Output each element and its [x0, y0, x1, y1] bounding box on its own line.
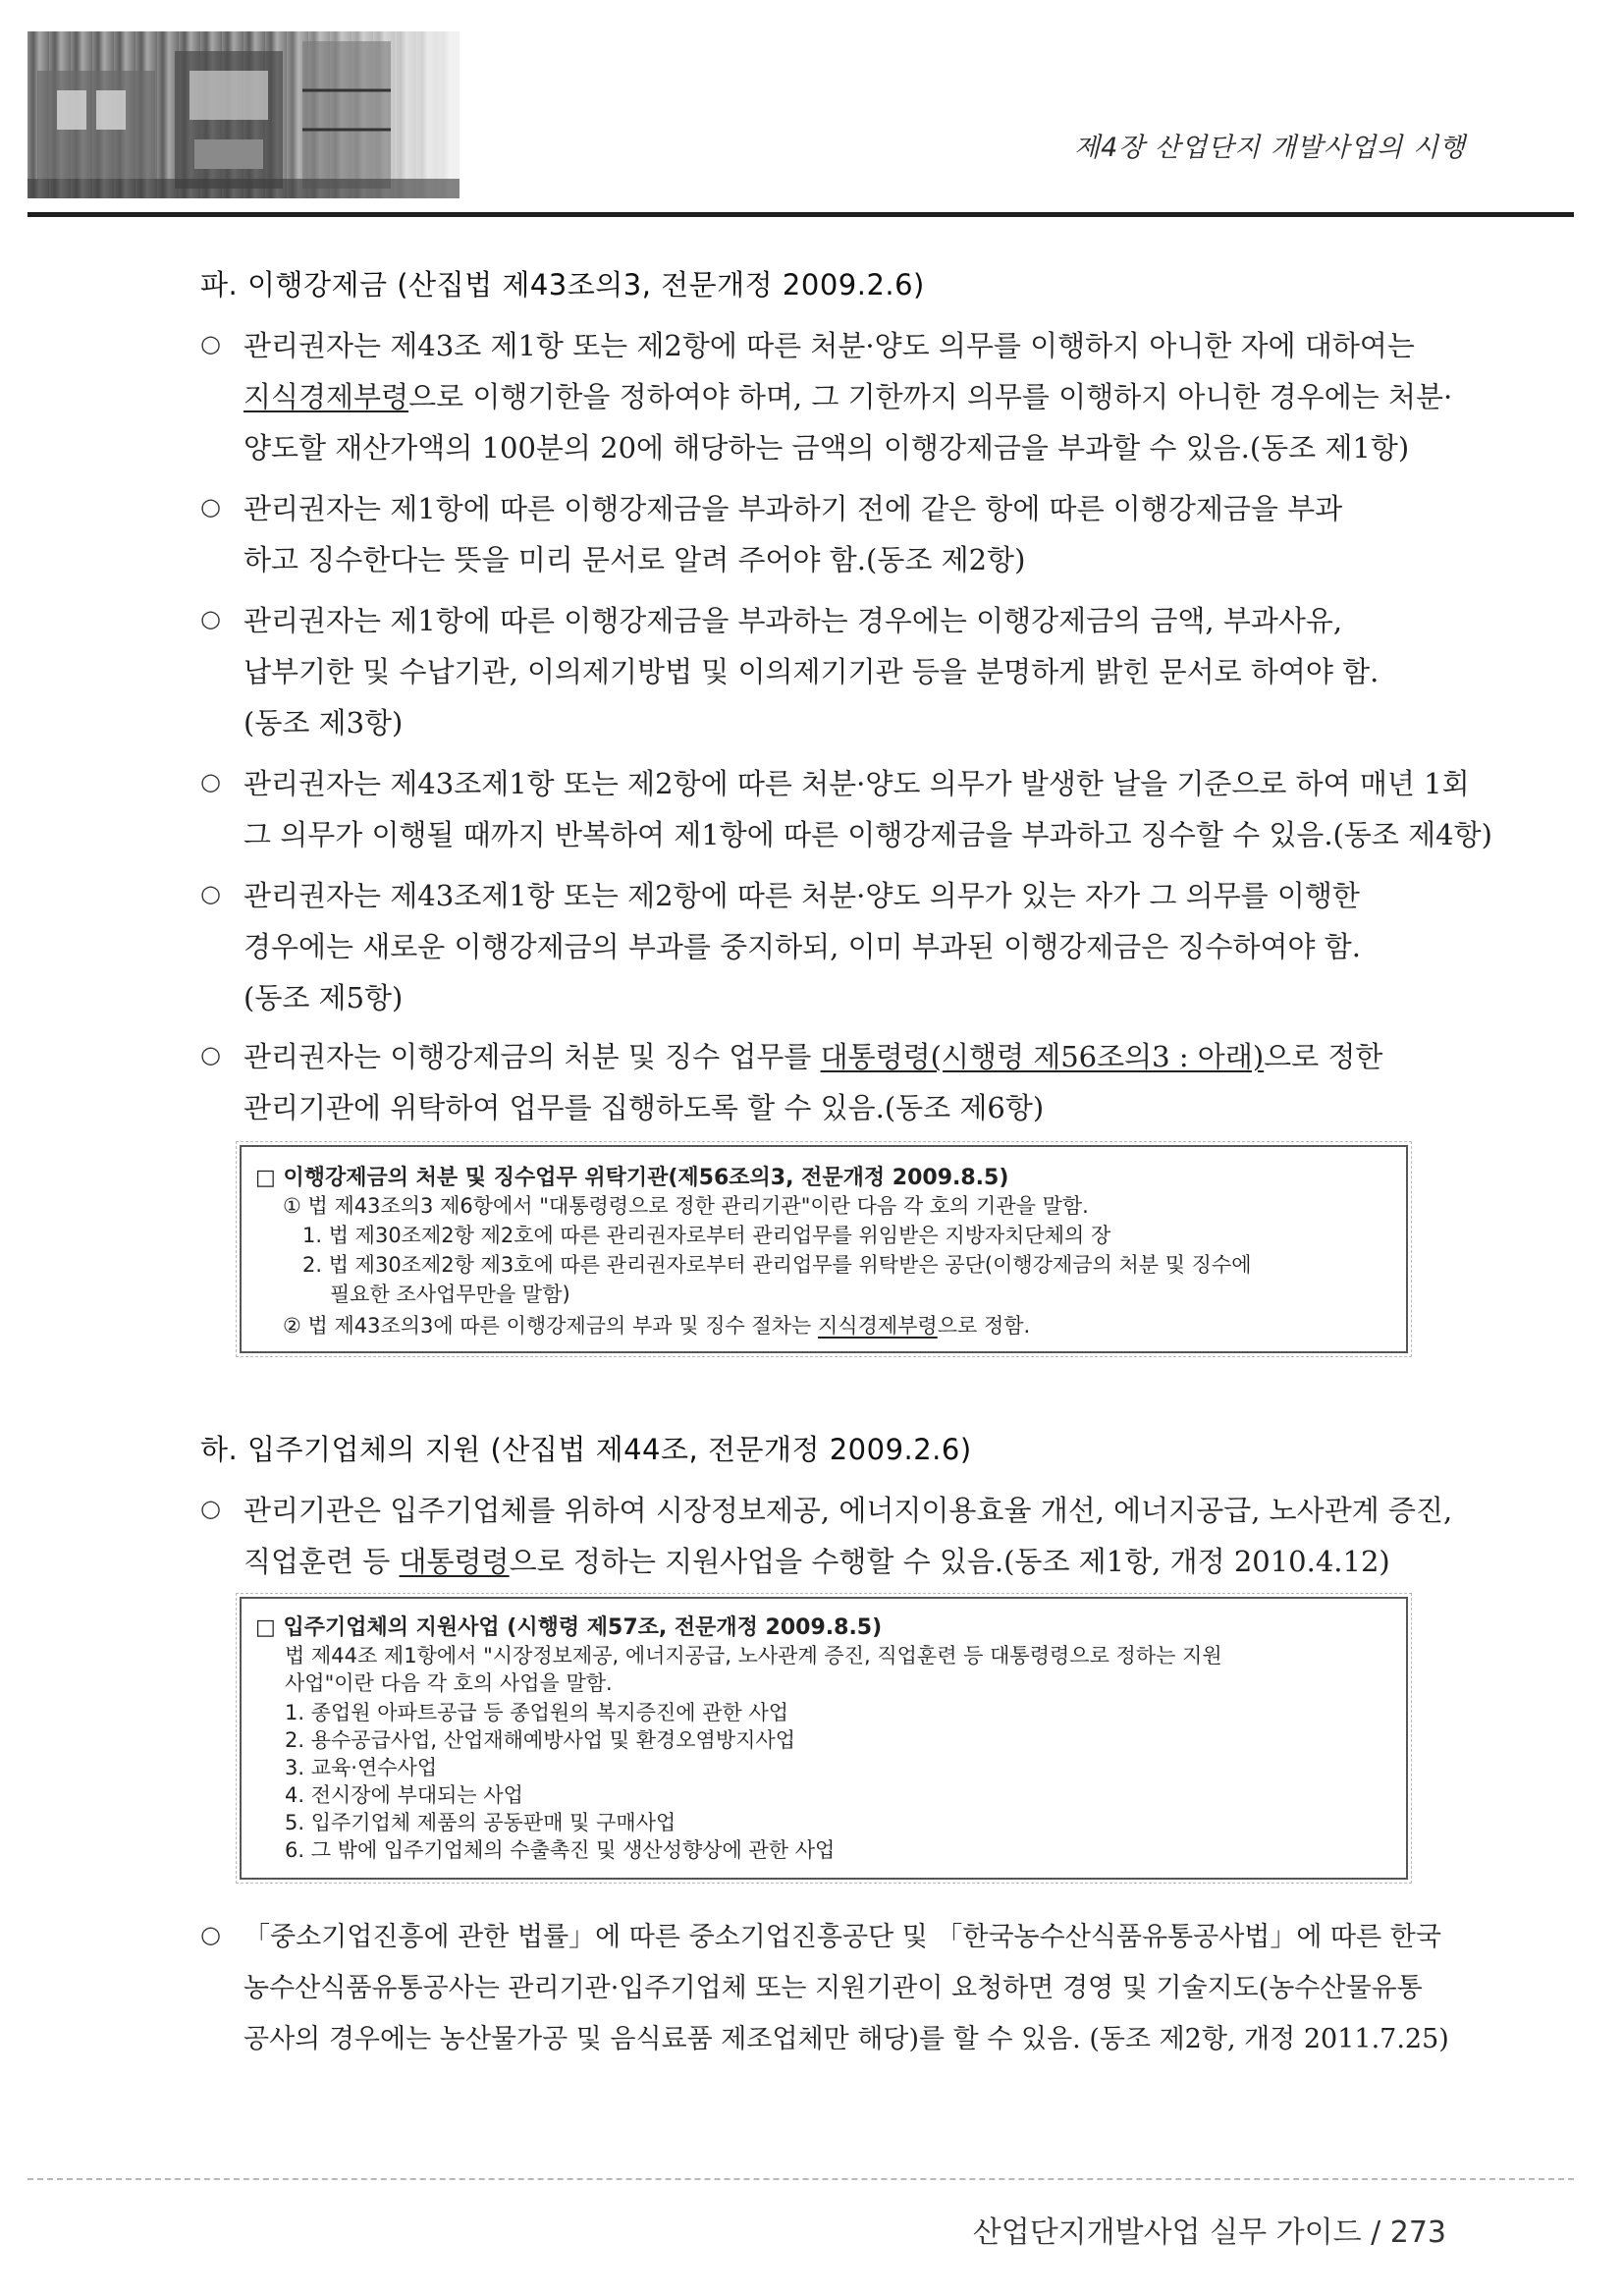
- bullet-line: 공사의 경우에는 농산물가공 및 음식료품 제조업체만 해당)를 할 수 있음. (동조 제2항, 개정 2011.7.25): [243, 2024, 1449, 2054]
- section-heading-ha: 하. 입주기업체의 지원 (산집법 제44조, 전문개정 2009.2.6): [200, 1433, 972, 1466]
- bullet-line-post: 으로 정한: [1264, 1040, 1383, 1073]
- bullet-line-rest: 으로 이행기한을 정하여야 하며, 그 기한까지 의무를 이행하지 아니한 경우에는 처분·: [408, 380, 1453, 413]
- box-line: 1. 법 제30조제2항 제2호에 따른 관리권자로부터 관리업무를 위임받은 지방자치단체의 장: [302, 1224, 1111, 1247]
- box-list-item: 1. 종업원 아파트공급 등 종업원의 복지증진에 관한 사업: [285, 1701, 789, 1724]
- bullet-marker: ○: [200, 768, 221, 795]
- bullet-line: 경우에는 새로운 이행강제금의 부과를 중지하되, 이미 부과된 이행강제금은 징수하여야 함.: [243, 930, 1361, 963]
- bullet-line: 관리권자는 제1항에 따른 이행강제금을 부과하는 경우에는 이행강제금의 금액, 부과사유,: [243, 604, 1343, 637]
- footer-rule: [27, 2178, 1574, 2180]
- bullet-line: 관리기관은 입주기업체를 위하여 시장정보제공, 에너지이용효율 개선, 에너지공급, 노사관계 증진,: [243, 1494, 1453, 1527]
- bullet-line: 양도할 재산가액의 100분의 20에 해당하는 금액의 이행강제금을 부과할 수 있음.(동조 제1항): [243, 431, 1410, 465]
- bullet-line: 관리기관에 위탁하여 업무를 집행하도록 할 수 있음.(동조 제6항): [243, 1091, 1045, 1124]
- box-list-item: 3. 교육·연수사업: [285, 1756, 438, 1779]
- box-list-item: 2. 용수공급사업, 산업재해예방사업 및 환경오염방지사업: [285, 1728, 795, 1752]
- bullet-marker: ○: [200, 880, 221, 907]
- underlined-term: 지식경제부령: [818, 1314, 938, 1338]
- bullet-line-pre: 직업훈련 등: [243, 1545, 400, 1578]
- header-rule: [27, 212, 1574, 217]
- box-title: □ 이행강제금의 처분 및 징수업무 위탁기관(제56조의3, 전문개정 2009.8.5): [255, 1166, 1009, 1190]
- box-list-item: 5. 입주기업체 제품의 공동판매 및 구매사업: [285, 1811, 676, 1834]
- box-list-item: 6. 그 밖에 입주기업체의 수출촉진 및 생산성향상에 관한 사업: [285, 1838, 836, 1862]
- header-photo: [27, 31, 460, 198]
- box-line: 2. 법 제30조제2항 제3호에 따른 관리권자로부터 관리업무를 위탁받은 공단(이행강제금의 처분 및 징수에: [302, 1253, 1252, 1277]
- bullet-marker: ○: [200, 1921, 221, 1948]
- box-list-item: 4. 전시장에 부대되는 사업: [285, 1783, 523, 1807]
- footer-page-label: 산업단지개발사업 실무 가이드 / 273: [972, 2215, 1446, 2250]
- bullet-line-post: 으로 정하는 지원사업을 수행할 수 있음.(동조 제1항, 개정 2010.4.12): [509, 1545, 1390, 1578]
- info-box-enforcement-agency: [240, 1145, 1408, 1353]
- box-line-post: 으로 정함.: [937, 1314, 1031, 1338]
- underlined-term: 대통령령: [399, 1545, 510, 1578]
- bullet-marker: ○: [200, 493, 221, 520]
- header-photo-graphic: [27, 31, 460, 198]
- bullet-line: [243, 375, 1452, 415]
- bullet-marker: ○: [200, 605, 221, 632]
- bullet-line: (동조 제5항): [243, 981, 404, 1014]
- bullet-line: 농수산식품유통공사는 관리기관·입주기업체 또는 지원기관이 요청하면 경영 및 기술지도(농수산물유통: [243, 1973, 1423, 2003]
- section-heading-pa: 파. 이행강제금 (산집법 제43조의3, 전문개정 2009.2.6): [200, 268, 925, 301]
- bullet-line: 관리권자는 제43조 제1항 또는 제2항에 따른 처분·양도 의무를 이행하지 아니한 자에 대하여는: [243, 329, 1415, 362]
- box-line: 법 제44조 제1항에서 "시장정보제공, 에너지공급, 노사관계 증진, 직업훈련 등 대통령령으로 정하는 지원: [285, 1644, 1222, 1667]
- bullet-line: 「중소기업진흥에 관한 법률」에 따른 중소기업진흥공단 및 「한국농수산식품유통공사법」에 따른 한국: [243, 1922, 1441, 1952]
- bullet-marker: ○: [200, 1041, 221, 1068]
- bullet-line: 관리권자는 제43조제1항 또는 제2항에 따른 처분·양도 의무가 있는 자가 그 의무를 이행한: [243, 879, 1360, 912]
- underlined-term: 지식경제부령: [243, 380, 409, 413]
- bullet-line: (동조 제3항): [243, 706, 404, 739]
- bullet-line: [243, 1540, 1390, 1580]
- underlined-term: 대통령령(시행령 제56조의3 : 아래): [820, 1040, 1265, 1073]
- chapter-title: 제4장 산업단지 개발사업의 시행: [1074, 133, 1466, 163]
- bullet-marker: ○: [200, 330, 221, 357]
- box-line: 필요한 조사업무만을 말함): [330, 1283, 570, 1306]
- bullet-line: 관리권자는 제43조제1항 또는 제2항에 따른 처분·양도 의무가 발생한 날을 기준으로 하여 매년 1회: [243, 767, 1470, 800]
- bullet-line: 하고 징수한다는 뜻을 미리 문서로 알려 주어야 함.(동조 제2항): [243, 543, 1026, 576]
- box-line: 사업"이란 다음 각 호의 사업을 말함.: [285, 1671, 613, 1695]
- bullet-line: [243, 1035, 1382, 1075]
- box-title: □ 입주기업체의 지원사업 (시행령 제57조, 전문개정 2009.8.5): [255, 1615, 883, 1640]
- bullet-line-pre: 관리권자는 이행강제금의 처분 및 징수 업무를: [243, 1040, 821, 1073]
- bullet-line: 납부기한 및 수납기관, 이의제기방법 및 이의제기기관 등을 분명하게 밝힌 문서로 하여야 함.: [243, 655, 1380, 688]
- bullet-marker: ○: [200, 1495, 221, 1522]
- box-line: [283, 1310, 1030, 1339]
- box-line-pre: ② 법 제43조의3에 따른 이행강제금의 부과 및 징수 절차는: [283, 1314, 818, 1338]
- bullet-line: 관리권자는 제1항에 따른 이행강제금을 부과하기 전에 같은 항에 따른 이행강제금을 부과: [243, 492, 1343, 525]
- bullet-line: 그 의무가 이행될 때까지 반복하여 제1항에 따른 이행강제금을 부과하고 징수할 수 있음.(동조 제4항): [243, 818, 1492, 851]
- info-box-support-projects: [240, 1597, 1408, 1880]
- box-line: ① 법 제43조의3 제6항에서 "대통령령으로 정한 관리기관"이란 다음 각 호의 기관을 말함.: [283, 1194, 1089, 1218]
